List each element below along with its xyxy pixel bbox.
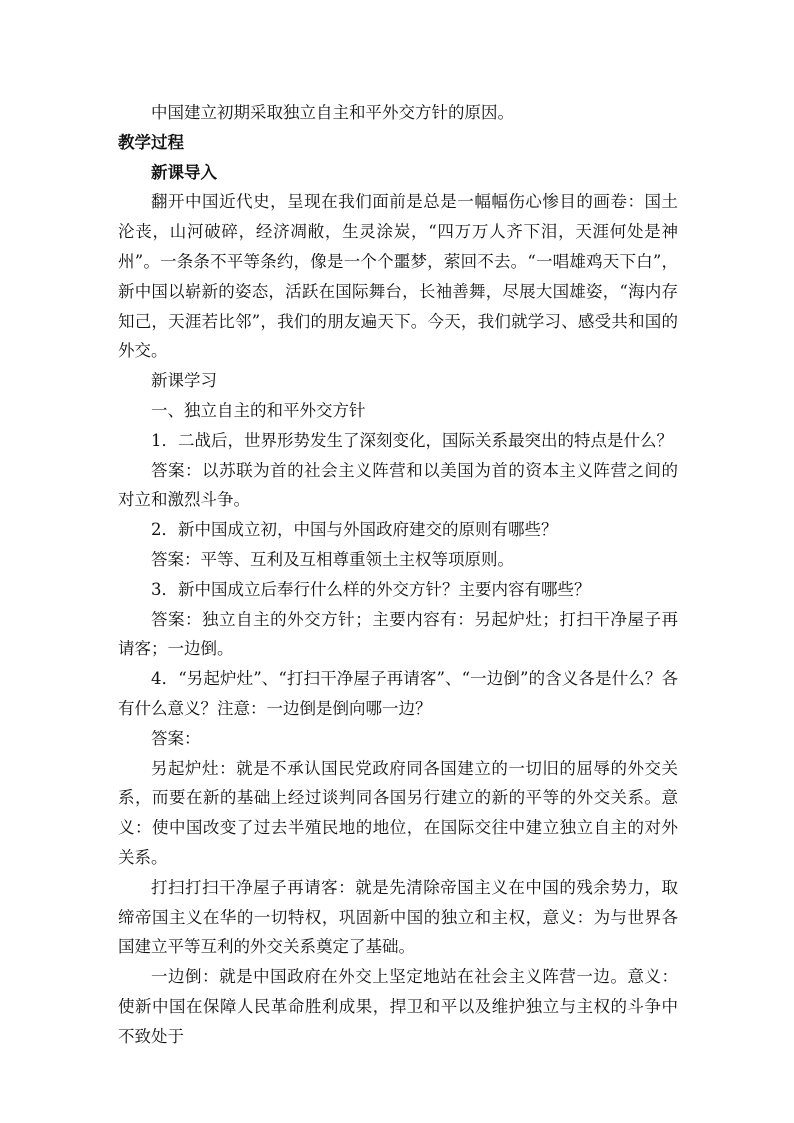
subheading-new-lesson-study: 新课学习 xyxy=(151,371,217,391)
subheading-new-lesson-intro: 新课导入 xyxy=(151,162,217,182)
heading-teaching-process: 教学过程 xyxy=(118,132,184,152)
answer-4-label: 答案： xyxy=(151,728,201,748)
answer-1: 答案：以苏联为首的社会主义阵营和以美国为首的资本主义阵营之间的对立和激烈斗争。 xyxy=(118,460,678,510)
answer-3: 答案：独立自主的外交方针；主要内容有：另起炉灶；打扫干净屋子再请客；一边倒。 xyxy=(118,609,678,659)
answer-2: 答案：平等、互利及互相尊重领土主权等项原则。 xyxy=(151,549,514,569)
question-1: 1．二战后，世界形势发生了深刻变化，国际关系最突出的特点是什么？ xyxy=(151,430,673,450)
paragraph-lesson-objective: 中国建立初期采取独立自主和平外交方针的原因。 xyxy=(151,103,514,122)
section-heading-foreign-policy: 一、独立自主的和平外交方针 xyxy=(151,400,366,420)
question-2: 2．新中国成立初，中国与外国政府建交的原则有哪些？ xyxy=(151,520,558,540)
paragraph-intro: 翻开中国近代史，呈现在我们面前是总是一幅幅伤心惨目的画卷：国土沦丧，山河破碎，经济凋敝，生灵涂炭，“四万万人齐下泪，天涯何处是神州”。一条条不平等条约，像是一个个噩梦，萦回不去。“一唱雄鸡天下白”，新中国以崭新的姿态，活跃在国际舞台，长袖善舞，尽展大国雄姿，“海内存知己，天涯若比邻”，我们的朋友遍天下。今天，我们就学习、感受共和国的外交。 xyxy=(118,192,678,361)
answer-4-part-2: 打扫打扫干净屋子再请客：就是先清除帝国主义在中国的残余势力，取缔帝国主义在华的一切特权，巩固新中国的独立和主权，意义：为与世界各国建立平等互利的外交关系奠定了基础。 xyxy=(118,877,678,957)
document-page xyxy=(118,98,678,1052)
question-4: 4．“另起炉灶”、“打扫干净屋子再请客”、“一边倒”的含义各是什么？各有什么意义？注意：一边倒是倒向哪一边？ xyxy=(118,669,678,718)
question-3: 3．新中国成立后奉行什么样的外交方针？主要内容有哪些？ xyxy=(151,579,591,599)
answer-4-part-3: 一边倒：就是中国政府在外交上坚定地站在社会主义阵营一边。意义：使新中国在保障人民革命胜利成果，捍卫和平以及维护独立与主权的斗争中不致处于 xyxy=(118,967,678,1046)
answer-4-part-1: 另起炉灶：就是不承认国民党政府同各国建立的一切旧的屈辱的外交关系，而要在新的基础上经过谈判同各国另行建立的新的平等的外交关系。意义：使中国改变了过去半殖民地的地位，在国际交往中建立独立自主的对外关系。 xyxy=(118,758,678,867)
